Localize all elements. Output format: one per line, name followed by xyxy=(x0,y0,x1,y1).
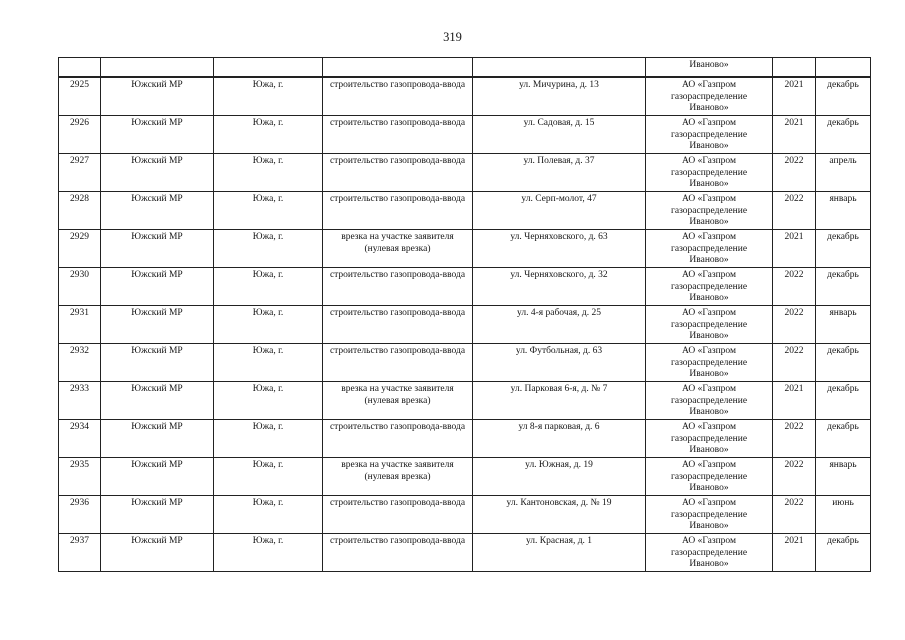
cell-id: 2934 xyxy=(59,420,101,458)
cell-district xyxy=(101,58,214,78)
cell-city: Южа, г. xyxy=(214,420,323,458)
table-row xyxy=(59,458,871,496)
cell-org xyxy=(646,496,773,534)
cell-address: ул. Черняховского, д. 63 xyxy=(473,230,646,268)
cell-address: ул. Серп-молот, 47 xyxy=(473,192,646,230)
cell-id: 2935 xyxy=(59,458,101,496)
cell-id xyxy=(59,58,101,78)
cell-id: 2925 xyxy=(59,77,101,116)
work-type-text: строительство газопровода-ввода xyxy=(329,156,466,166)
table-row xyxy=(59,344,871,382)
cell-id: 2931 xyxy=(59,306,101,344)
cell-month: декабрь xyxy=(816,344,871,382)
cell-org xyxy=(646,382,773,420)
cell-org xyxy=(646,458,773,496)
cell-city: Южа, г. xyxy=(214,154,323,192)
cell-city: Южа, г. xyxy=(214,192,323,230)
cell-work xyxy=(323,154,473,192)
cell-city: Южа, г. xyxy=(214,230,323,268)
cell-id: 2927 xyxy=(59,154,101,192)
work-type-text: строительство газопровода-ввода xyxy=(329,536,466,546)
cell-city: Южа, г. xyxy=(214,458,323,496)
cell-work xyxy=(323,534,473,572)
cell-city: Южа, г. xyxy=(214,382,323,420)
cell-org xyxy=(646,230,773,268)
cell-org xyxy=(646,306,773,344)
cell-work xyxy=(323,77,473,116)
cell-year: 2021 xyxy=(773,534,816,572)
cell-district: Южский МР xyxy=(101,230,214,268)
cell-district: Южский МР xyxy=(101,77,214,116)
cell-district: Южский МР xyxy=(101,382,214,420)
cell-year: 2021 xyxy=(773,77,816,116)
cell-city: Южа, г. xyxy=(214,116,323,154)
cell-city: Южа, г. xyxy=(214,77,323,116)
cell-district: Южский МР xyxy=(101,268,214,306)
cell-id: 2936 xyxy=(59,496,101,534)
table-row xyxy=(59,420,871,458)
table-row xyxy=(59,192,871,230)
cell-city xyxy=(214,58,323,78)
cell-year: 2022 xyxy=(773,496,816,534)
cell-month: декабрь xyxy=(816,230,871,268)
cell-month xyxy=(816,58,871,78)
cell-id: 2926 xyxy=(59,116,101,154)
cell-org xyxy=(646,116,773,154)
organization-name: АО «Газпром газораспределение Иваново» xyxy=(670,194,748,228)
cell-org xyxy=(646,344,773,382)
work-type-text: строительство газопровода-ввода xyxy=(329,80,466,90)
cell-address: ул. Полевая, д. 37 xyxy=(473,154,646,192)
table-row xyxy=(59,116,871,154)
cell-year: 2021 xyxy=(773,382,816,420)
cell-year: 2022 xyxy=(773,154,816,192)
cell-work xyxy=(323,420,473,458)
table-row xyxy=(59,230,871,268)
cell-month: декабрь xyxy=(816,268,871,306)
organization-name: АО «Газпром газораспределение Иваново» xyxy=(670,270,748,304)
cell-city: Южа, г. xyxy=(214,534,323,572)
cell-month: декабрь xyxy=(816,534,871,572)
cell-district: Южский МР xyxy=(101,192,214,230)
cell-city: Южа, г. xyxy=(214,306,323,344)
organization-name: АО «Газпром газораспределение Иваново» xyxy=(670,422,748,456)
cell-id: 2929 xyxy=(59,230,101,268)
cell-address: ул. 4-я рабочая, д. 25 xyxy=(473,306,646,344)
cell-address xyxy=(473,58,646,78)
table-row xyxy=(59,268,871,306)
cell-district: Южский МР xyxy=(101,306,214,344)
work-type-text: врезка на участке заявителя (нулевая врезка) xyxy=(341,384,454,406)
cell-address: ул. Садовая, д. 15 xyxy=(473,116,646,154)
cell-work xyxy=(323,344,473,382)
organization-name: АО «Газпром газораспределение Иваново» xyxy=(670,80,748,114)
cell-district: Южский МР xyxy=(101,116,214,154)
cell-city: Южа, г. xyxy=(214,344,323,382)
organization-name: АО «Газпром газораспределение Иваново» xyxy=(670,156,748,190)
cell-district: Южский МР xyxy=(101,420,214,458)
table-row xyxy=(59,496,871,534)
cell-year: 2022 xyxy=(773,192,816,230)
continuation-row xyxy=(59,58,871,78)
cell-year: 2022 xyxy=(773,268,816,306)
organization-name: АО «Газпром газораспределение Иваново» xyxy=(670,498,748,532)
cell-year: 2021 xyxy=(773,230,816,268)
cell-address: ул. Футбольная, д. 63 xyxy=(473,344,646,382)
cell-address: ул. Южная, д. 19 xyxy=(473,458,646,496)
cell-work xyxy=(323,230,473,268)
work-type-text: строительство газопровода-ввода xyxy=(329,194,466,204)
cell-work xyxy=(323,306,473,344)
work-type-text: врезка на участке заявителя (нулевая врезка) xyxy=(341,232,454,254)
cell-org xyxy=(646,154,773,192)
cell-month: декабрь xyxy=(816,420,871,458)
organization-name: АО «Газпром газораспределение Иваново» xyxy=(670,118,748,152)
cell-year xyxy=(773,58,816,78)
table-row xyxy=(59,77,871,116)
cell-id: 2928 xyxy=(59,192,101,230)
cell-work xyxy=(323,58,473,78)
cell-work xyxy=(323,458,473,496)
work-type-text: строительство газопровода-ввода xyxy=(329,270,466,280)
cell-year: 2022 xyxy=(773,458,816,496)
work-type-text: врезка на участке заявителя (нулевая врезка) xyxy=(341,460,454,482)
cell-month: декабрь xyxy=(816,116,871,154)
organization-name: АО «Газпром газораспределение Иваново» xyxy=(670,232,748,266)
cell-district: Южский МР xyxy=(101,534,214,572)
cell-id: 2930 xyxy=(59,268,101,306)
cell-address: ул. Красная, д. 1 xyxy=(473,534,646,572)
cell-work xyxy=(323,496,473,534)
table-body xyxy=(59,58,871,572)
cell-id: 2933 xyxy=(59,382,101,420)
gas-connections-table xyxy=(58,57,871,572)
cell-address: ул. Парковая 6-я, д. № 7 xyxy=(473,382,646,420)
cell-work xyxy=(323,382,473,420)
organization-name: АО «Газпром газораспределение Иваново» xyxy=(670,536,748,570)
cell-org xyxy=(646,192,773,230)
cell-month: декабрь xyxy=(816,77,871,116)
cell-org xyxy=(646,420,773,458)
cell-org xyxy=(646,534,773,572)
cell-work xyxy=(323,268,473,306)
cell-district: Южский МР xyxy=(101,496,214,534)
organization-name: АО «Газпром газораспределение Иваново» xyxy=(670,384,748,418)
cell-district: Южский МР xyxy=(101,458,214,496)
cell-address: ул 8-я парковая, д. 6 xyxy=(473,420,646,458)
work-type-text: строительство газопровода-ввода xyxy=(329,422,466,432)
work-type-text: строительство газопровода-ввода xyxy=(329,118,466,128)
cell-year: 2022 xyxy=(773,420,816,458)
cell-work xyxy=(323,116,473,154)
cell-org xyxy=(646,77,773,116)
cell-org: Иваново» xyxy=(646,58,773,78)
cell-district: Южский МР xyxy=(101,344,214,382)
cell-city: Южа, г. xyxy=(214,268,323,306)
cell-month: январь xyxy=(816,458,871,496)
work-type-text: строительство газопровода-ввода xyxy=(329,346,466,356)
page-number: 319 xyxy=(443,30,462,44)
cell-work xyxy=(323,192,473,230)
cell-month: январь xyxy=(816,306,871,344)
cell-org xyxy=(646,268,773,306)
table-row xyxy=(59,382,871,420)
cell-year: 2021 xyxy=(773,116,816,154)
cell-id: 2937 xyxy=(59,534,101,572)
work-type-text: строительство газопровода-ввода xyxy=(329,308,466,318)
cell-id: 2932 xyxy=(59,344,101,382)
work-type-text: строительство газопровода-ввода xyxy=(329,498,466,508)
cell-month: апрель xyxy=(816,154,871,192)
table-row xyxy=(59,534,871,572)
organization-name: АО «Газпром газораспределение Иваново» xyxy=(670,460,748,494)
cell-district: Южский МР xyxy=(101,154,214,192)
cell-city: Южа, г. xyxy=(214,496,323,534)
cell-year: 2022 xyxy=(773,306,816,344)
organization-name: АО «Газпром газораспределение Иваново» xyxy=(670,308,748,342)
organization-name: АО «Газпром газораспределение Иваново» xyxy=(670,346,748,380)
table-row xyxy=(59,154,871,192)
cell-address: ул. Мичурина, д. 13 xyxy=(473,77,646,116)
cell-month: июнь xyxy=(816,496,871,534)
table-row xyxy=(59,306,871,344)
cell-month: январь xyxy=(816,192,871,230)
cell-address: ул. Кантоновская, д. № 19 xyxy=(473,496,646,534)
cell-address: ул. Черняховского, д. 32 xyxy=(473,268,646,306)
cell-year: 2022 xyxy=(773,344,816,382)
cell-month: декабрь xyxy=(816,382,871,420)
